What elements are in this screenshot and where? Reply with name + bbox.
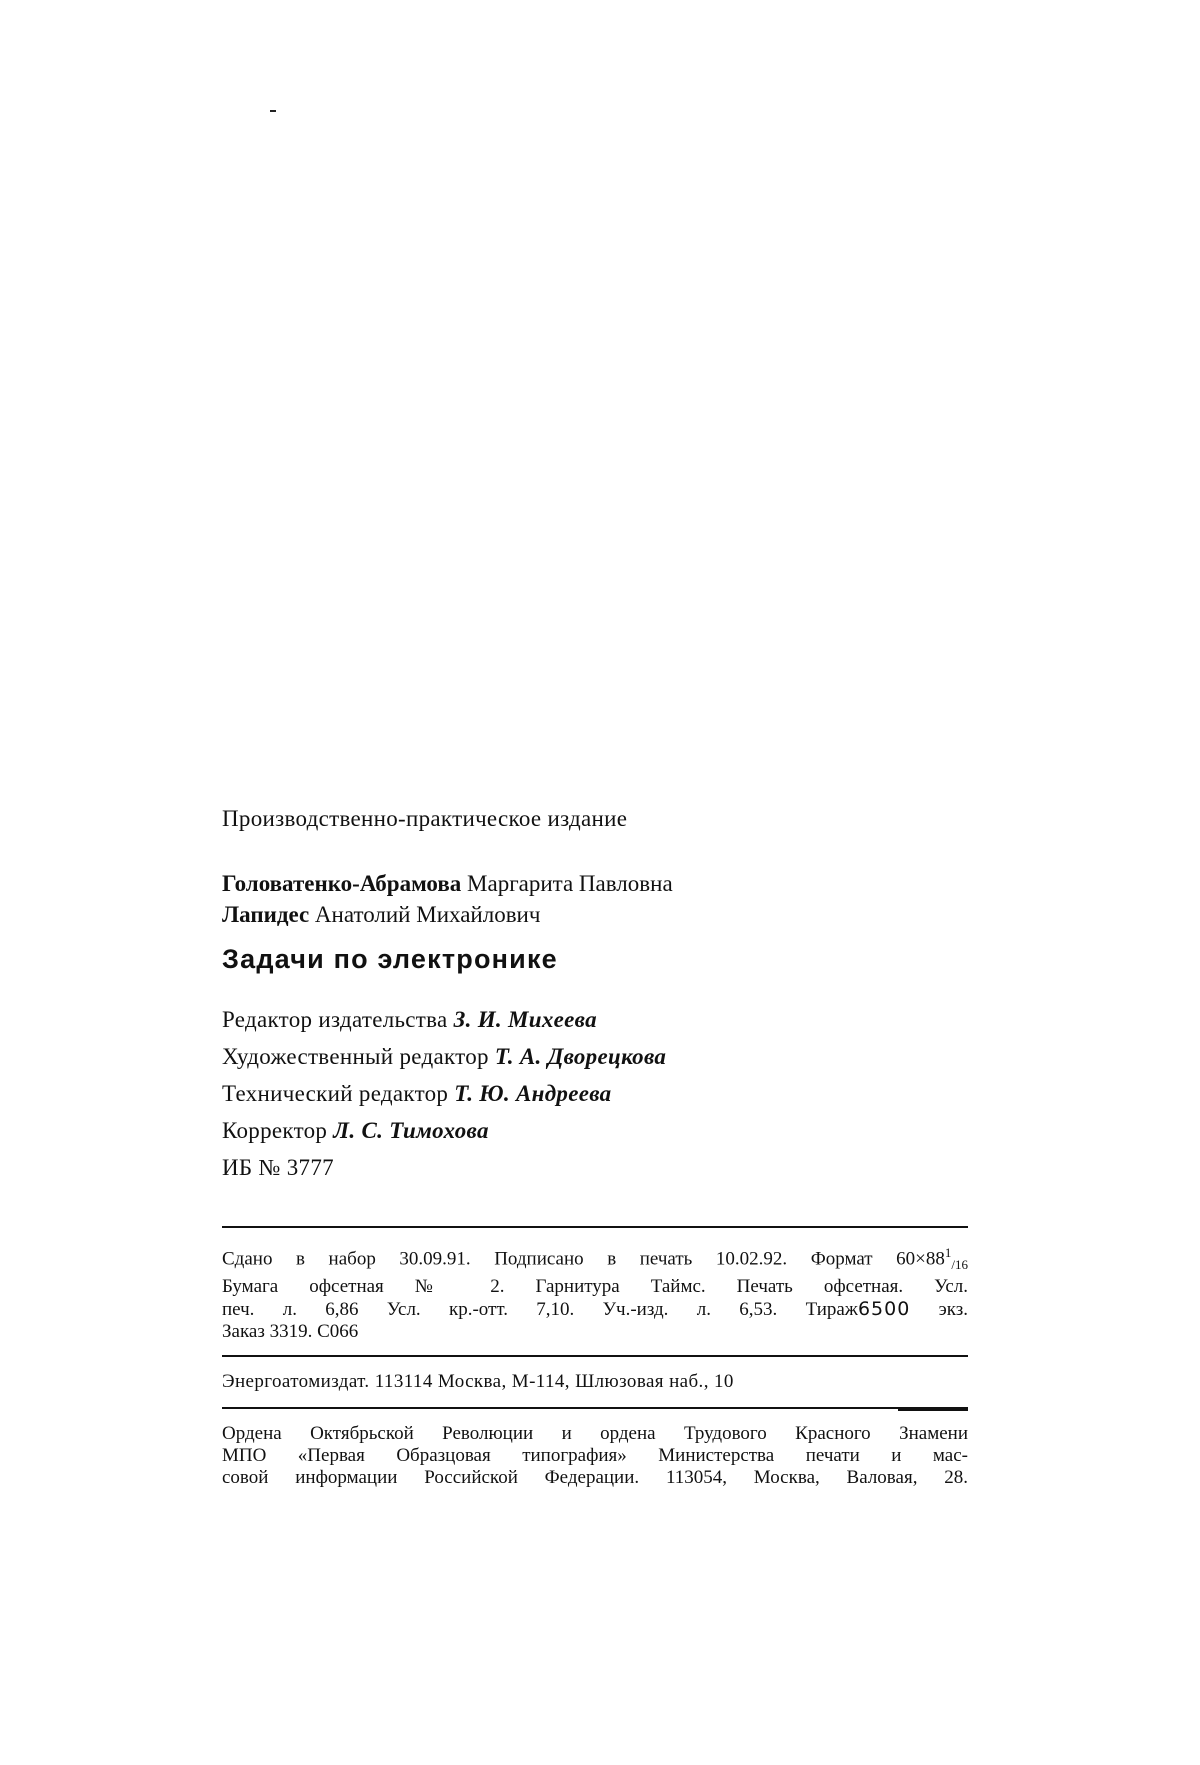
credit-role: Технический редактор xyxy=(222,1081,449,1106)
credit-technical-editor xyxy=(222,1075,968,1112)
author-surname: Лапидес xyxy=(222,902,310,927)
printer-line: Ордена Октябрьской Революции и ордена Трудового Красного Знамени xyxy=(222,1423,968,1445)
print-details-line: Заказ 3319. С066 xyxy=(222,1321,359,1343)
printer-line: МПО «Первая Образцовая типография» Министерства печати и мас- xyxy=(222,1445,968,1467)
colophon xyxy=(222,806,968,1489)
author-given-name: Анатолий Михайлович xyxy=(314,902,541,927)
divider-rule xyxy=(222,1407,968,1409)
author-surname: Головатенко-Абрамова xyxy=(222,871,462,896)
credit-editor xyxy=(222,1001,968,1038)
print-details-line xyxy=(222,1298,968,1321)
print-details xyxy=(222,1228,968,1355)
author-2 xyxy=(222,899,968,930)
author-1 xyxy=(222,868,968,899)
format-superscript: 1 xyxy=(944,1245,952,1260)
book-title: Задачи по электронике xyxy=(222,944,558,974)
credit-person: Л. С. Тимохова xyxy=(333,1118,489,1143)
publisher-address: Энергоатомиздат. 113114 Москва, М-114, Шлюзовая наб., 10 xyxy=(222,1371,734,1393)
stray-mark xyxy=(270,110,276,112)
print-details-line: Бумага офсетная № 2. Гарнитура Таймс. Печать офсетная. Усл. xyxy=(222,1276,968,1298)
credit-art-editor xyxy=(222,1038,968,1075)
credit-person: З. И. Михеева xyxy=(453,1007,597,1032)
print-details-text: Сдано в набор 30.09.91. Подписано в печать 10.02.92. Формат 60×88 xyxy=(222,1248,945,1270)
credit-person: Т. Ю. Андреева xyxy=(454,1081,612,1106)
credit-role: Корректор xyxy=(222,1118,328,1143)
print-details-text: печ. л. 6,86 Усл. кр.-отт. 7,10. Уч.-изд. л. 6,53. Тираж xyxy=(222,1299,858,1321)
print-details-text: экз. xyxy=(910,1299,968,1321)
format-subscript: /16 xyxy=(951,1257,968,1273)
credit-role: Художественный редактор xyxy=(222,1044,489,1069)
printer-line: совой информации Российской Федерации. 113054, Москва, Валовая, 28. xyxy=(222,1467,968,1489)
print-details-line xyxy=(222,1242,968,1276)
credit-person: Т. А. Дворецкова xyxy=(494,1044,667,1069)
printer-info xyxy=(222,1411,968,1489)
credit-proofreader xyxy=(222,1112,968,1149)
edition-type: Производственно-практическое издание xyxy=(222,806,628,831)
credits xyxy=(222,1001,968,1186)
print-run-handwritten: 6500 xyxy=(857,1298,911,1321)
credit-role: Редактор издательства xyxy=(222,1007,448,1032)
author-given-name: Маргарита Павловна xyxy=(467,871,673,896)
ib-number: ИБ № 3777 xyxy=(222,1155,334,1180)
authors xyxy=(222,868,968,930)
